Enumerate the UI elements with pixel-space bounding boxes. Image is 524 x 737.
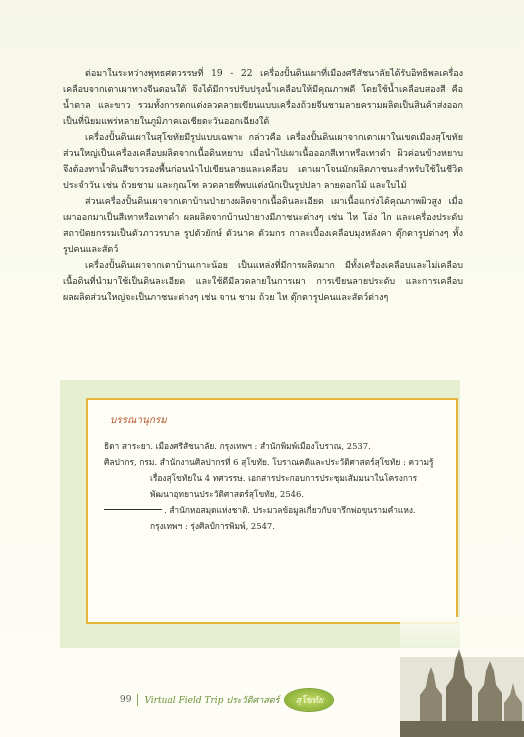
bibliography-entry-text: . สำนักหอสมุดแห่งชาติ. ประมวลข้อมูลเกี่ยวกับจารึกพ่อขุนรามคำแหง. กรุงเทพฯ : รุ่งศิลป์การพิมพ์, 2547.	[150, 505, 416, 531]
series-title: Virtual Field Trip ประวัติศาสตร์	[144, 696, 280, 706]
paragraph: เครื่องปั้นดินเผาในสุโขทัยมีรูปแบบเฉพาะ กล่าวคือ เครื่องปั้นดินเผาจากเตาเผาในเขตเมืองสุโขทัยส่วนใหญ่เป็นเครื่องเคลือบผลิตจากเนื้อดินหยาบ เมื่อนำไปเผาเนื้อออกสีเทาหรือเทาดำ ผิวค่อนข้างหยาบ จึงต้องทาน้ำดินสีขาวรองพื้นก่อนนำไปเขียนลายและเคลือบ เตาเผาโจนมักผลิตภาชนะสำหรับใช้ในชีวิตประจำวัน เช่น ถ้วยชาม และกุณโฑ ลวดลายที่พบแต่งนักเป็นรูปปลา ลายดอกไม้ และใบไม้	[63, 133, 463, 191]
page-footer	[120, 688, 333, 712]
bibliography-title: บรรณานุกรม	[110, 415, 167, 426]
paragraph: เครื่องปั้นดินเผาจากเตาบ้านเกาะน้อย เป็นแหล่งที่มีการผลิตมาก มีทั้งเครื่องเคลือบและไม่เคลือบ เนื้อดินที่นำมาใช้เป็นดินละเอียด และใช้ดีมีลวดลายในการเผา การเขียนลายประดับ และการเคลือบ ผลผลิตส่วนใหญ่จะเป็นภาชนะต่างๆ เช่น จาน ชาม ถ้วย ไห ตุ๊กตารูปคนและสัตว์ต่างๆ	[63, 261, 463, 303]
temple-ruins-illustration	[400, 617, 524, 737]
page-number: 99	[120, 695, 132, 705]
bibliography-entry: ธิดา สาระยา. เมืองศรีสัชนาลัย. กรุงเทพฯ : สำนักพิมพ์เมืองโบราณ, 2537.	[104, 441, 371, 451]
footer-divider	[137, 694, 138, 706]
main-body-text	[63, 66, 463, 306]
repeat-author-line	[104, 509, 162, 510]
bibliography-entry	[104, 502, 440, 534]
sukhothai-badge: สุโขทัย	[285, 689, 333, 711]
paragraph: ส่วนเครื่องปั้นดินเผาจากเตาบ้านป่ายางผลิตจากเนื้อดินละเอียด เผาเนื้อแกร่งได้คุณภาพผิวสูง เมื่อเผาออกมาเป็นสีเทาหรือเทาดำ ผลผลิตจากบ้านป่ายางมีภาชนะต่างๆ เช่น ไห โอ่ง ไก และเครื่องประดับ สถาปัตยกรรมเป็นตัวภาวรบาล รูปตัวยักษ์ ตัวนาค ตัวมกร กาละเบื้องเคลือบมุงหลังคา ตุ๊กตารูปต่างๆ ทั้งรูปคนและสัตว์	[63, 197, 463, 255]
bibliography-box	[86, 398, 458, 624]
bibliography-entry: ศิลปากร, กรม. สำนักงานศิลปากรที่ 6 สุโขทัย. โบราณคดีและประวัติศาสตร์สุโขทัย : ความรู้เรื่องสุโขทัยใน 4 ทศวรรษ. เอกสารประกอบการประชุมเสัมมนาในโครงการพัฒนาอุทยานประวัติศาสตร์สุโขทัย, 2546.	[104, 457, 434, 499]
paragraph: ต่อมาในระหว่างพุทธศตวรรษที่ 19 - 22 เครื่องปั้นดินเผาที่เมืองศรีสัชนาลัยได้รับอิทธิพลเครื่องเคลือบจากเตาเผาทางจีนตอนใต้ จึงได้มีการปรับปรุงน้ำเคลือบให้มีคุณภาพดี โดยใช้น้ำเคลือบสองสี คือ น้ำตาล และขาว รวมทั้งการตกแต่งลวดลายเขียนแบบเครื่องถ้วยจีนชามลายครามผลิตเป็นสินค้าส่งออก เป็นที่นิยมแพร่หลายในภูมิภาคเอเชียตะวันออกเฉียงใต้	[63, 69, 463, 127]
